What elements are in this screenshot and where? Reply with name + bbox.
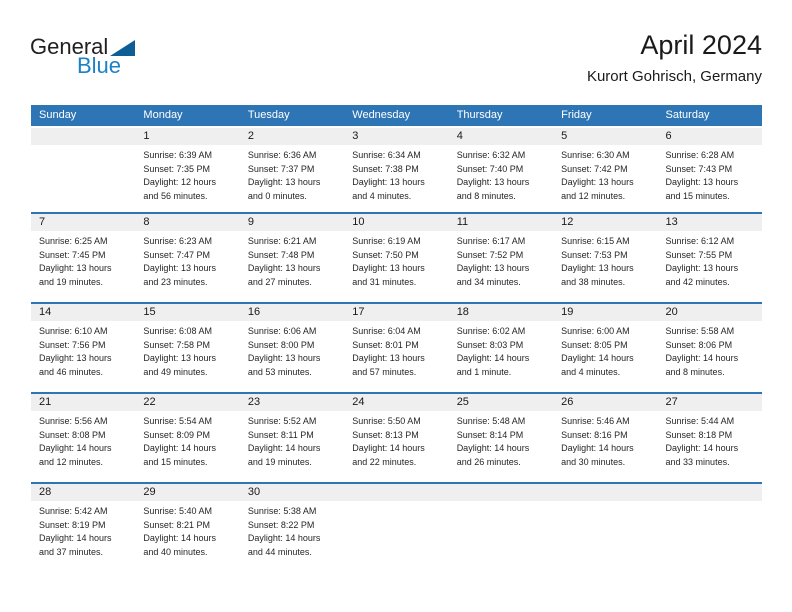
daylight-line: Daylight: 14 hours and 26 minutes. [456, 443, 530, 467]
day-cell [240, 393, 344, 483]
weekday-header-saturday: Saturday [658, 105, 762, 127]
day-details [658, 231, 762, 289]
weekday-header-friday: Friday [553, 105, 657, 127]
day-number: 16 [240, 304, 344, 321]
daylight-line: Daylight: 13 hours and 0 minutes. [247, 177, 321, 201]
sunset-line: Sunset: 8:13 PM [352, 429, 419, 440]
daylight-line: Daylight: 14 hours and 1 minute. [456, 353, 530, 377]
day-number: 10 [344, 214, 448, 231]
daylight-line: Daylight: 13 hours and 8 minutes. [456, 177, 530, 201]
day-number: 18 [449, 304, 553, 321]
daylight-line: Daylight: 13 hours and 15 minutes. [665, 177, 739, 201]
sunset-line: Sunset: 8:08 PM [39, 429, 106, 440]
week-row [31, 483, 762, 559]
daylight-line: Daylight: 14 hours and 37 minutes. [39, 533, 112, 557]
day-number [658, 484, 762, 501]
day-number: 19 [553, 304, 657, 321]
week-row [31, 303, 762, 393]
day-cell [553, 303, 657, 393]
empty-day-cell [344, 483, 448, 559]
sunrise-line: Sunrise: 6:00 AM [561, 326, 630, 336]
day-details [240, 145, 344, 203]
daylight-line: Daylight: 13 hours and 31 minutes. [352, 263, 425, 287]
day-details [344, 411, 448, 469]
day-details [344, 321, 448, 379]
daylight-line: Daylight: 14 hours and 8 minutes. [665, 353, 739, 377]
day-cell [240, 483, 344, 559]
sunset-line: Sunset: 8:14 PM [456, 429, 524, 440]
sunrise-line: Sunrise: 6:17 AM [456, 236, 526, 246]
sunrise-line: Sunrise: 6:06 AM [247, 326, 317, 336]
day-cell [31, 393, 135, 483]
sunset-line: Sunset: 8:11 PM [247, 429, 314, 440]
sunrise-line: Sunrise: 5:50 AM [352, 416, 421, 426]
daylight-line: Daylight: 14 hours and 4 minutes. [561, 353, 634, 377]
sunset-line: Sunset: 8:00 PM [247, 339, 315, 350]
day-number: 11 [449, 214, 553, 231]
sunset-line: Sunset: 7:40 PM [456, 163, 524, 174]
day-cell [135, 483, 239, 559]
day-number: 4 [449, 128, 553, 145]
day-details [135, 501, 239, 559]
day-cell [135, 213, 239, 303]
daylight-line: Daylight: 13 hours and 42 minutes. [665, 263, 739, 287]
day-number [344, 484, 448, 501]
empty-day-cell [553, 483, 657, 559]
sunrise-line: Sunrise: 5:40 AM [143, 506, 212, 516]
day-details [31, 231, 135, 289]
sunset-line: Sunset: 7:38 PM [352, 163, 419, 174]
sunrise-line: Sunrise: 6:34 AM [352, 150, 421, 160]
day-cell [135, 303, 239, 393]
sunrise-line: Sunrise: 5:56 AM [39, 416, 108, 426]
day-cell [553, 213, 657, 303]
daylight-line: Daylight: 13 hours and 46 minutes. [39, 353, 112, 377]
daylight-line: Daylight: 13 hours and 27 minutes. [247, 263, 321, 287]
general-blue-logo [30, 36, 135, 77]
daylight-line: Daylight: 14 hours and 40 minutes. [143, 533, 216, 557]
sunrise-line: Sunrise: 6:12 AM [665, 236, 735, 246]
sunrise-line: Sunrise: 6:02 AM [456, 326, 526, 336]
week-row [31, 213, 762, 303]
day-number: 5 [553, 128, 657, 145]
sunrise-line: Sunrise: 5:42 AM [39, 506, 108, 516]
sunset-line: Sunset: 7:42 PM [561, 163, 628, 174]
sunrise-line: Sunrise: 5:46 AM [561, 416, 630, 426]
day-cell [553, 127, 657, 213]
sunrise-line: Sunrise: 6:28 AM [665, 150, 735, 160]
day-cell [553, 393, 657, 483]
sunrise-line: Sunrise: 6:39 AM [143, 150, 212, 160]
weekday-header-row [31, 105, 762, 127]
sunset-line: Sunset: 7:58 PM [143, 339, 210, 350]
daylight-line: Daylight: 13 hours and 38 minutes. [561, 263, 634, 287]
day-cell [135, 393, 239, 483]
day-details [553, 321, 657, 379]
daylight-line: Daylight: 14 hours and 12 minutes. [39, 443, 112, 467]
day-number: 23 [240, 394, 344, 411]
day-details [658, 501, 762, 505]
weekday-header-monday: Monday [135, 105, 239, 127]
day-cell [31, 483, 135, 559]
day-details [449, 321, 553, 379]
sunrise-line: Sunrise: 5:38 AM [247, 506, 317, 516]
sunrise-line: Sunrise: 5:44 AM [665, 416, 735, 426]
day-number: 12 [553, 214, 657, 231]
empty-day-cell [31, 127, 135, 213]
logo-text-blue: Blue [77, 53, 122, 78]
title-block [587, 30, 762, 85]
sunset-line: Sunset: 8:22 PM [247, 519, 315, 530]
sunset-line: Sunset: 7:52 PM [456, 249, 524, 260]
day-cell [344, 393, 448, 483]
sunset-line: Sunset: 7:55 PM [665, 249, 733, 260]
sunset-line: Sunset: 8:09 PM [143, 429, 210, 440]
day-cell [449, 213, 553, 303]
day-details [658, 321, 762, 379]
day-cell [449, 127, 553, 213]
day-number: 15 [135, 304, 239, 321]
day-details [344, 145, 448, 203]
day-cell [449, 303, 553, 393]
day-details [553, 145, 657, 203]
sunset-line: Sunset: 8:21 PM [143, 519, 210, 530]
sunrise-line: Sunrise: 6:08 AM [143, 326, 212, 336]
sunset-line: Sunset: 8:18 PM [665, 429, 733, 440]
day-details [344, 501, 448, 505]
sunset-line: Sunset: 7:50 PM [352, 249, 419, 260]
sunset-line: Sunset: 7:45 PM [39, 249, 106, 260]
day-details [31, 145, 135, 149]
sunrise-line: Sunrise: 6:10 AM [39, 326, 108, 336]
day-details [658, 411, 762, 469]
day-number: 26 [553, 394, 657, 411]
day-number: 9 [240, 214, 344, 231]
page-subtitle: Kurort Gohrisch, Germany [586, 68, 762, 86]
day-details [240, 231, 344, 289]
sunset-line: Sunset: 8:06 PM [665, 339, 733, 350]
day-number: 13 [658, 214, 762, 231]
daylight-line: Daylight: 14 hours and 22 minutes. [352, 443, 425, 467]
day-number [553, 484, 657, 501]
day-number: 27 [658, 394, 762, 411]
sunset-line: Sunset: 7:48 PM [247, 249, 315, 260]
sunrise-line: Sunrise: 6:25 AM [39, 236, 108, 246]
day-details [449, 145, 553, 203]
daylight-line: Daylight: 12 hours and 56 minutes. [143, 177, 216, 201]
day-details [135, 231, 239, 289]
day-cell [658, 303, 762, 393]
day-details [135, 145, 239, 203]
daylight-line: Daylight: 13 hours and 12 minutes. [561, 177, 634, 201]
day-number: 22 [135, 394, 239, 411]
weekday-header-tuesday: Tuesday [240, 105, 344, 127]
day-details [240, 501, 344, 559]
daylight-line: Daylight: 13 hours and 57 minutes. [352, 353, 425, 377]
day-cell [240, 303, 344, 393]
sunrise-line: Sunrise: 6:04 AM [352, 326, 421, 336]
day-cell [240, 127, 344, 213]
daylight-line: Daylight: 14 hours and 19 minutes. [247, 443, 321, 467]
sunrise-line: Sunrise: 5:54 AM [143, 416, 212, 426]
day-number: 21 [31, 394, 135, 411]
week-row [31, 127, 762, 213]
day-details [449, 411, 553, 469]
sunrise-line: Sunrise: 5:52 AM [247, 416, 317, 426]
sunset-line: Sunset: 8:03 PM [456, 339, 524, 350]
day-cell [31, 303, 135, 393]
day-number: 17 [344, 304, 448, 321]
day-details [658, 145, 762, 203]
day-details [344, 231, 448, 289]
day-number: 20 [658, 304, 762, 321]
logo-text-general: General [30, 34, 109, 59]
daylight-line: Daylight: 14 hours and 30 minutes. [561, 443, 634, 467]
day-details [449, 231, 553, 289]
weekday-header-wednesday: Wednesday [344, 105, 448, 127]
day-number: 6 [658, 128, 762, 145]
day-number: 28 [31, 484, 135, 501]
sunset-line: Sunset: 7:53 PM [561, 249, 628, 260]
week-row [31, 393, 762, 483]
day-cell [449, 393, 553, 483]
day-cell [135, 127, 239, 213]
daylight-line: Daylight: 13 hours and 4 minutes. [352, 177, 425, 201]
sunset-line: Sunset: 8:05 PM [561, 339, 628, 350]
day-details [135, 321, 239, 379]
sunset-line: Sunset: 8:16 PM [561, 429, 628, 440]
sunset-line: Sunset: 8:19 PM [39, 519, 106, 530]
day-details [135, 411, 239, 469]
weekday-header-sunday: Sunday [31, 105, 135, 127]
sunset-line: Sunset: 7:47 PM [143, 249, 210, 260]
day-details [449, 501, 553, 505]
day-cell [344, 303, 448, 393]
daylight-line: Daylight: 14 hours and 33 minutes. [665, 443, 739, 467]
day-details [240, 321, 344, 379]
day-details [31, 321, 135, 379]
day-number [31, 128, 135, 145]
day-number: 8 [135, 214, 239, 231]
day-number: 30 [240, 484, 344, 501]
day-details [31, 411, 135, 469]
day-number: 24 [344, 394, 448, 411]
weekday-header-thursday: Thursday [449, 105, 553, 127]
daylight-line: Daylight: 13 hours and 19 minutes. [39, 263, 112, 287]
day-cell [31, 213, 135, 303]
day-number: 25 [449, 394, 553, 411]
day-number: 29 [135, 484, 239, 501]
daylight-line: Daylight: 13 hours and 49 minutes. [143, 353, 216, 377]
sunset-line: Sunset: 7:43 PM [665, 163, 733, 174]
day-cell [658, 127, 762, 213]
day-number: 1 [135, 128, 239, 145]
day-number: 14 [31, 304, 135, 321]
page-title: April 2024 [640, 30, 762, 60]
daylight-line: Daylight: 13 hours and 23 minutes. [143, 263, 216, 287]
day-cell [344, 127, 448, 213]
sunrise-line: Sunrise: 6:36 AM [247, 150, 317, 160]
day-details [553, 411, 657, 469]
sunrise-line: Sunrise: 6:21 AM [247, 236, 317, 246]
sunset-line: Sunset: 7:37 PM [247, 163, 315, 174]
day-cell [344, 213, 448, 303]
day-details [553, 231, 657, 289]
day-number: 7 [31, 214, 135, 231]
sunset-line: Sunset: 8:01 PM [352, 339, 419, 350]
daylight-line: Daylight: 13 hours and 53 minutes. [247, 353, 321, 377]
day-details [553, 501, 657, 505]
daylight-line: Daylight: 13 hours and 34 minutes. [456, 263, 530, 287]
day-cell [240, 213, 344, 303]
day-number: 3 [344, 128, 448, 145]
day-number: 2 [240, 128, 344, 145]
sunrise-line: Sunrise: 5:58 AM [665, 326, 735, 336]
sunset-line: Sunset: 7:35 PM [143, 163, 210, 174]
day-number [449, 484, 553, 501]
sunrise-line: Sunrise: 6:30 AM [561, 150, 630, 160]
day-details [240, 411, 344, 469]
sunset-line: Sunset: 7:56 PM [39, 339, 106, 350]
sunrise-line: Sunrise: 6:15 AM [561, 236, 630, 246]
day-details [31, 501, 135, 559]
day-cell [658, 213, 762, 303]
daylight-line: Daylight: 14 hours and 44 minutes. [247, 533, 321, 557]
sunrise-line: Sunrise: 6:32 AM [456, 150, 526, 160]
sunrise-line: Sunrise: 6:23 AM [143, 236, 212, 246]
sunrise-line: Sunrise: 6:19 AM [352, 236, 421, 246]
empty-day-cell [658, 483, 762, 559]
day-cell [658, 393, 762, 483]
daylight-line: Daylight: 14 hours and 15 minutes. [143, 443, 216, 467]
calendar-table [31, 105, 762, 559]
sunrise-line: Sunrise: 5:48 AM [456, 416, 526, 426]
empty-day-cell [449, 483, 553, 559]
